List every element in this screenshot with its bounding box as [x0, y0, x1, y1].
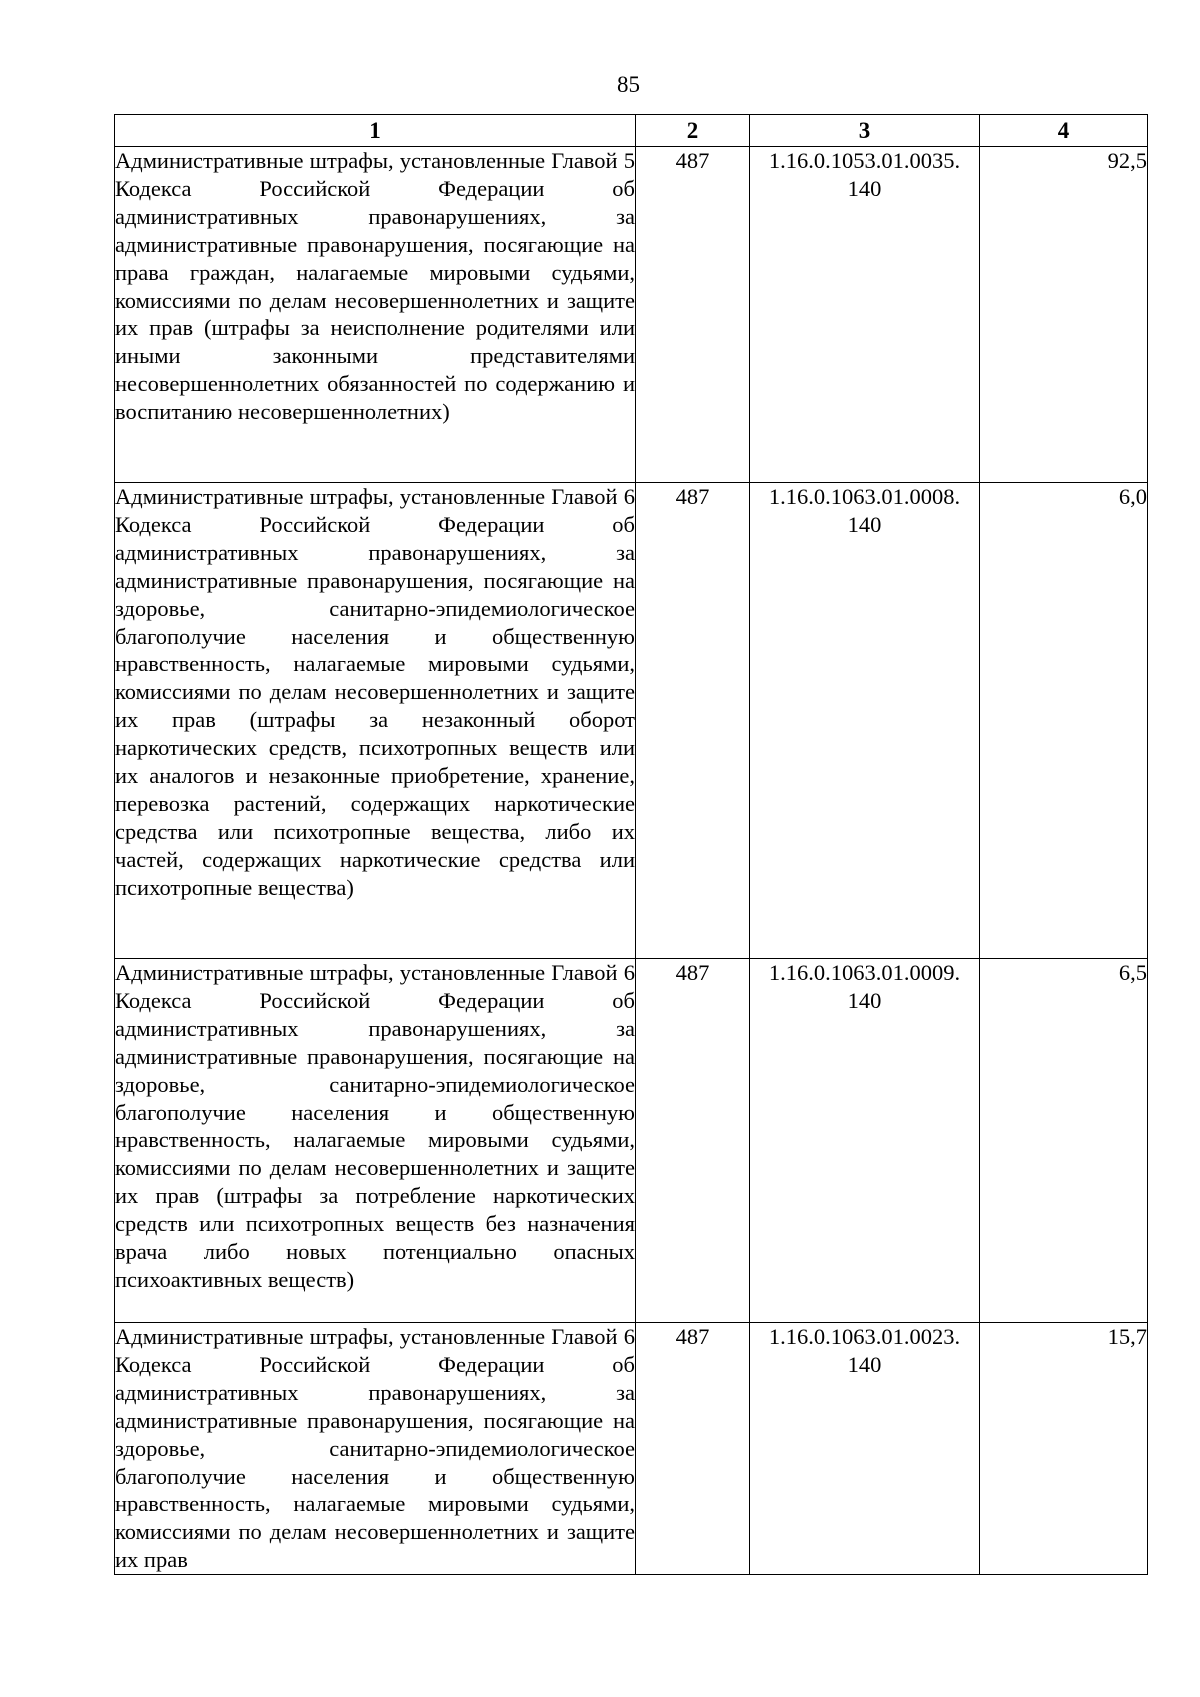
- page-number: 85: [617, 72, 640, 97]
- row-code: 1.16.0.1063.01.0008. 140: [750, 483, 980, 959]
- row-chapter: 487: [636, 147, 750, 483]
- row-description: Административные штрафы, установленные Главой 6 Кодекса Российской Федерации об административных правонарушениях, за административные правонарушения, посягающие на здоровье, санитарно-эпидемиологическое благополучие населения и общественную нравственность, налагаемые мировыми судьями, комиссиями по делам несовершеннолетних и защите их прав: [115, 1323, 636, 1575]
- row-description: Административные штрафы, установленные Главой 6 Кодекса Российской Федерации об административных правонарушениях, за административные правонарушения, посягающие на здоровье, санитарно-эпидемиологическое благополучие населения и общественную нравственность, налагаемые мировыми судьями, комиссиями по делам несовершеннолетних и защите их прав (штрафы за незаконный оборот наркотических средств, психотропных веществ или их аналогов и незаконные приобретение, хранение, перевозка растений, содержащих наркотические средства или психотропные вещества, либо их частей, содержащих наркотические средства или психотропные вещества): [115, 483, 636, 959]
- row-chapter: 487: [636, 1323, 750, 1575]
- column-header: 4: [980, 115, 1148, 147]
- row-amount: 6,0: [980, 483, 1148, 959]
- row-chapter: 487: [636, 483, 750, 959]
- row-amount: 6,5: [980, 959, 1148, 1323]
- budget-table: [114, 114, 1148, 1575]
- row-description: Административные штрафы, установленные Главой 5 Кодекса Российской Федерации об административных правонарушениях, за административные правонарушения, посягающие на права граждан, налагаемые мировыми судьями, комиссиями по делам несовершеннолетних и защите их прав (штрафы за неисполнение родителями или иными законными представителями несовершеннолетних обязанностей по содержанию и воспитанию несовершеннолетних): [115, 147, 636, 483]
- column-header: 3: [750, 115, 980, 147]
- row-description: Административные штрафы, установленные Главой 6 Кодекса Российской Федерации об административных правонарушениях, за административные правонарушения, посягающие на здоровье, санитарно-эпидемиологическое благополучие населения и общественную нравственность, налагаемые мировыми судьями, комиссиями по делам несовершеннолетних и защите их прав (штрафы за потребление наркотических средств или психотропных веществ без назначения врача либо новых потенциально опасных психоактивных веществ): [115, 959, 636, 1323]
- table-row: [115, 147, 1148, 483]
- table-header-row: [115, 115, 1148, 147]
- table-row: [115, 483, 1148, 959]
- row-code: 1.16.0.1063.01.0009. 140: [750, 959, 980, 1323]
- table-row: [115, 959, 1148, 1323]
- row-code: 1.16.0.1063.01.0023. 140: [750, 1323, 980, 1575]
- row-amount: 15,7: [980, 1323, 1148, 1575]
- row-code: 1.16.0.1053.01.0035. 140: [750, 147, 980, 483]
- row-amount: 92,5: [980, 147, 1148, 483]
- table-row: [115, 1323, 1148, 1575]
- column-header: 2: [636, 115, 750, 147]
- column-header: 1: [115, 115, 636, 147]
- row-chapter: 487: [636, 959, 750, 1323]
